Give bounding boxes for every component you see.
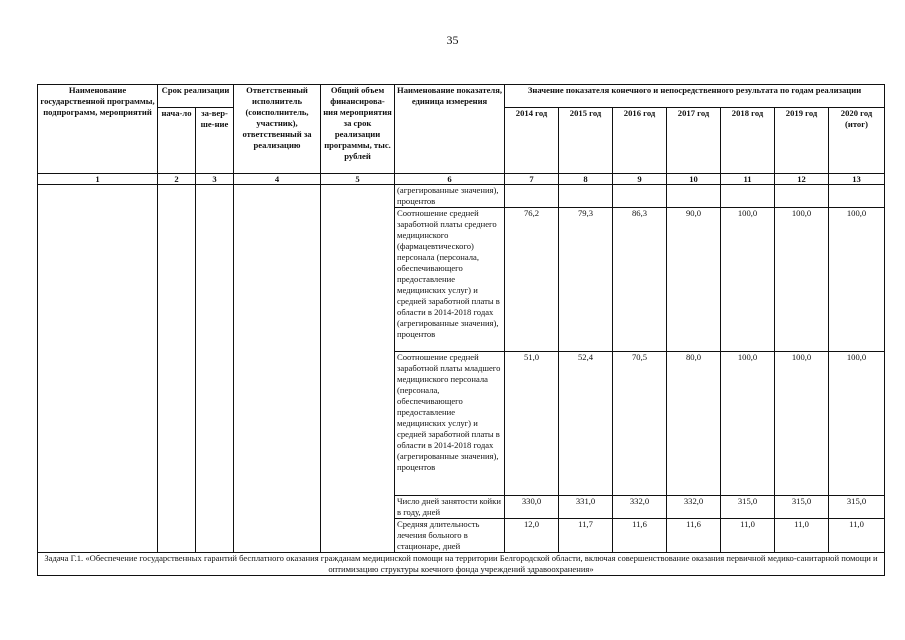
indicator-name: Число дней занятости койки в году, дней — [395, 496, 505, 519]
indicators-table — [37, 84, 885, 576]
column-number: 7 — [505, 174, 559, 185]
header-program-name: Наименование государственной программы, подпрограмм, мероприятий — [38, 85, 158, 174]
column-numbers-row — [38, 174, 885, 185]
value-cell: 100,0 — [721, 352, 775, 496]
column-number: 12 — [775, 174, 829, 185]
header-year-2015: 2015 год — [559, 108, 613, 174]
value-cell: 76,2 — [505, 208, 559, 352]
value-cell: 315,0 — [775, 496, 829, 519]
value-cell: 86,3 — [613, 208, 667, 352]
column-number: 13 — [829, 174, 885, 185]
header-indicator-name: Наименование показателя, единица измерения — [395, 85, 505, 174]
header-years-group: Значение показателя конечного и непосредственного результата по годам реализации — [505, 85, 885, 108]
indicator-name: Соотношение средней заработной платы младшего медицинского персонала (персонала, обеспечивающего предоставление медицинских услуг) и средней заработной платы в области в 2014-2018 годах (агрегированные значения), процентов — [395, 352, 505, 496]
column-number: 9 — [613, 174, 667, 185]
value-cell: 11,0 — [829, 519, 885, 553]
indicator-name: Средняя длительность лечения больного в стационаре, дней — [395, 519, 505, 553]
value-cell: 331,0 — [559, 496, 613, 519]
value-cell: 330,0 — [505, 496, 559, 519]
value-cell: 11,6 — [667, 519, 721, 553]
value-cell — [505, 185, 559, 208]
header-term: Срок реализации — [158, 85, 234, 108]
value-cell: 11,0 — [721, 519, 775, 553]
column-number: 1 — [38, 174, 158, 185]
value-cell — [775, 185, 829, 208]
term-end-cell — [196, 185, 234, 553]
value-cell: 332,0 — [613, 496, 667, 519]
column-number: 11 — [721, 174, 775, 185]
value-cell: 12,0 — [505, 519, 559, 553]
column-number: 8 — [559, 174, 613, 185]
value-cell: 332,0 — [667, 496, 721, 519]
value-cell: 52,4 — [559, 352, 613, 496]
value-cell: 90,0 — [667, 208, 721, 352]
financing-cell — [321, 185, 395, 553]
value-cell: 11,7 — [559, 519, 613, 553]
value-cell — [667, 185, 721, 208]
column-number: 6 — [395, 174, 505, 185]
value-cell: 79,3 — [559, 208, 613, 352]
value-cell: 315,0 — [829, 496, 885, 519]
responsible-cell — [234, 185, 321, 553]
table-row — [38, 185, 885, 208]
value-cell: 51,0 — [505, 352, 559, 496]
value-cell: 70,5 — [613, 352, 667, 496]
task-description: Задача Г.1. «Обеспечение государственных гарантий бесплатного оказания гражданам медицинской помощи на территории Белгородской области, включая совершенствование оказания первичной медико-санитарной помощи и оптимизацию структуры коечного фонда учреждений здравоохранения» — [38, 553, 885, 576]
value-cell: 80,0 — [667, 352, 721, 496]
column-number: 4 — [234, 174, 321, 185]
header-year-2016: 2016 год — [613, 108, 667, 174]
value-cell: 11,6 — [613, 519, 667, 553]
value-cell: 100,0 — [829, 352, 885, 496]
value-cell: 100,0 — [775, 208, 829, 352]
value-cell — [829, 185, 885, 208]
column-number: 5 — [321, 174, 395, 185]
header-year-2017: 2017 год — [667, 108, 721, 174]
task-row — [38, 553, 885, 576]
header-year-2018: 2018 год — [721, 108, 775, 174]
value-cell: 100,0 — [775, 352, 829, 496]
indicator-name: Соотношение средней заработной платы среднего медицинского (фармацевтического) персонала (персонала, обеспечивающего предоставление медицинских услуг) и средней заработной платы в области в 2014-2018 годах (агрегированные значения), процентов — [395, 208, 505, 352]
value-cell — [559, 185, 613, 208]
column-number: 2 — [158, 174, 196, 185]
value-cell: 100,0 — [829, 208, 885, 352]
term-start-cell — [158, 185, 196, 553]
header-year-2020: 2020 год (итог) — [829, 108, 885, 174]
value-cell: 100,0 — [721, 208, 775, 352]
value-cell — [613, 185, 667, 208]
column-number: 10 — [667, 174, 721, 185]
value-cell: 315,0 — [721, 496, 775, 519]
header-term-end: за-вер-ше-ние — [196, 108, 234, 174]
indicator-name: (агрегированные значения), процентов — [395, 185, 505, 208]
value-cell — [721, 185, 775, 208]
header-responsible: Ответственный исполнитель (соисполнитель, участник), ответственный за реализацию — [234, 85, 321, 174]
value-cell: 11,0 — [775, 519, 829, 553]
header-term-start: нача-ло — [158, 108, 196, 174]
program-name-cell — [38, 185, 158, 553]
page-number: 35 — [446, 33, 459, 47]
column-number: 3 — [196, 174, 234, 185]
header-year-2019: 2019 год — [775, 108, 829, 174]
header-financing: Общий объем финансирова-ния мероприятия за срок реализации программы, тыс. рублей — [321, 85, 395, 174]
header-year-2014: 2014 год — [505, 108, 559, 174]
